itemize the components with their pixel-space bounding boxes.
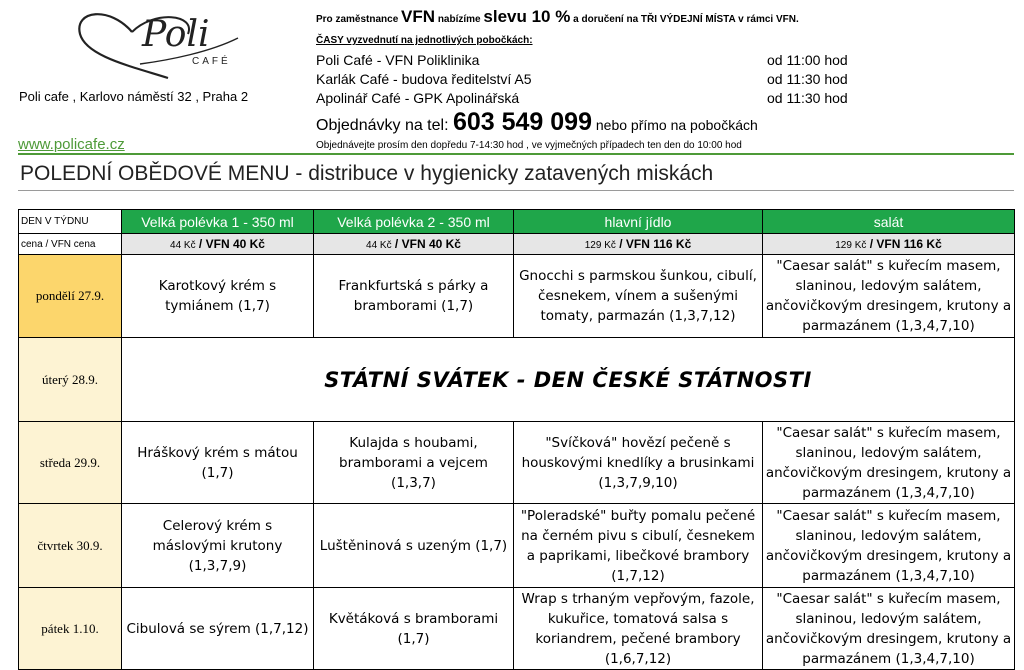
menu-title: POLEDNÍ OBĚDOVÉ MENU - distribuce v hygienicky zatavených miskách [20,162,714,185]
order-suffix: nebo přímo na pobočkách [592,117,758,133]
soup1-cell: Hráškový krém s mátou (1,7) [122,422,314,504]
green-divider [18,153,1014,155]
regular-price: 129 Kč [835,240,867,251]
main-dish-cell: "Poleradské" buřty pomalu pečené na černém pivu s cibulí, česnekem a paprikami, libečkové brambory (1,7,12) [514,504,763,588]
branch-name: Apolinář Café - GPK Apolinářská [316,90,520,106]
soup2-cell: Kulajda s houbami, bramborami a vejcem (1,3,7) [314,422,514,504]
vfn-price: VFN 116 Kč [625,237,692,251]
promo-text: nabízíme [435,14,484,25]
promo-text: a doručení na TŘI VÝDEJNÍ MÍSTA v rámci VFN. [570,14,799,25]
salad-cell: "Caesar salát" s kuřecím masem, slaninou, ledovým salátem, ančovičkovým dresingem, krutony a parmazánem (1,3,4,7,10) [763,588,1015,670]
branch-time: od 11:00 hod [767,52,848,68]
price-soup1 [122,234,314,255]
table-header-row [19,210,1015,234]
price-separator: / [866,237,877,251]
day-cell: středa 29.9. [19,422,122,504]
cafe-address: Poli cafe , Karlovo náměstí 32 , Praha 2 [19,89,249,104]
lunch-menu-table [18,209,1015,670]
promo-discount: slevu 10 % [483,7,571,26]
table-row [19,338,1015,422]
gray-divider [18,190,1014,191]
soup1-cell: Celerový krém s máslovými krutony (1,3,7,9) [122,504,314,588]
main-dish-cell: Gnocchi s parmskou šunkou, cibulí, česnekem, vínem a sušenými tomaty, parmazán (1,3,7,12) [514,255,763,338]
branch-time: od 11:30 hod [767,71,848,87]
day-cell: pondělí 27.9. [19,255,122,338]
day-cell: úterý 28.9. [19,338,122,422]
salad-cell: "Caesar salát" s kuřecím masem, slaninou, ledovým salátem, ančovičkovým dresingem, krutony a parmazánem (1,3,4,7,10) [763,504,1015,588]
salad-cell: "Caesar salát" s kuřecím masem, slaninou, ledovým salátem, ančovičkovým dresingem, krutony a parmazánem (1,3,4,7,10) [763,422,1015,504]
soup1-cell: Karotkový krém s tymiánem (1,7) [122,255,314,338]
col-header-day: DEN V TÝDNU [19,210,122,234]
vfn-price: VFN 40 Kč [401,237,461,251]
regular-price: 44 Kč [170,240,196,251]
price-row [19,234,1015,255]
promo-vfn: VFN [401,7,436,26]
pickup-times-heading: ČASY vyzvednutí na jednotlivých pobočkách: [316,35,533,46]
table-row [19,255,1015,338]
day-cell: čtvrtek 30.9. [19,504,122,588]
soup2-cell: Luštěninová s uzeným (1,7) [314,504,514,588]
holiday-cell: STÁTNÍ SVÁTEK - DEN ČESKÉ STÁTNOSTI [122,338,1015,422]
vfn-price: VFN 40 Kč [205,237,265,251]
soup1-cell: Cibulová se sýrem (1,7,12) [122,588,314,670]
col-header-soup2: Velká polévka 2 - 350 ml [314,210,514,234]
day-cell: pátek 1.10. [19,588,122,670]
poli-cafe-logo [70,4,250,80]
price-separator: / [195,237,206,251]
price-separator: / [391,237,402,251]
col-header-soup1: Velká polévka 1 - 350 ml [122,210,314,234]
order-note: Objednávejte prosím den dopředu 7-14:30 hod , ve vyjmečných případech ten den do 10:00 hod [316,140,742,151]
logo-wordmark: Poli [142,14,210,55]
col-header-main: hlavní jídlo [514,210,763,234]
employee-promo [316,7,799,27]
regular-price: 129 Kč [584,240,616,251]
vfn-price: VFN 116 Kč [876,237,942,251]
website-link[interactable]: www.policafe.cz [18,136,125,153]
order-phone[interactable]: 603 549 099 [452,108,592,136]
main-dish-cell: Wrap s trhaným vepřovým, fazole, kukuřice, tomatová salsa s koriandrem, pečené brambory (1,6,7,12) [514,588,763,670]
price-main [514,234,763,255]
branch-name: Karlák Café - budova ředitelství A5 [316,71,532,87]
col-header-salad: salát [763,210,1015,234]
promo-text: Pro zaměstnance [316,14,402,25]
branch-time: od 11:30 hod [767,90,848,106]
main-dish-cell: "Svíčková" hovězí pečeně s houskovými knedlíky a brusinkami (1,3,7,9,10) [514,422,763,504]
table-row [19,422,1015,504]
price-soup2 [314,234,514,255]
branch-name: Poli Café - VFN Poliklinika [316,52,480,68]
salad-cell: "Caesar salát" s kuřecím masem, slaninou, ledovým salátem, ančovičkovým dresingem, krutony a parmazánem (1,3,4,7,10) [763,255,1015,338]
logo-subtitle: CAFÉ [192,56,231,67]
regular-price: 44 Kč [366,240,392,251]
soup2-cell: Květáková s bramborami (1,7) [314,588,514,670]
table-row [19,588,1015,670]
price-salad [763,234,1015,255]
table-row [19,504,1015,588]
soup2-cell: Frankfurtská s párky a bramborami (1,7) [314,255,514,338]
order-prefix: Objednávky na tel: [316,117,453,134]
price-separator: / [615,237,626,251]
order-line [316,108,758,137]
price-label: cena / VFN cena [19,234,122,255]
